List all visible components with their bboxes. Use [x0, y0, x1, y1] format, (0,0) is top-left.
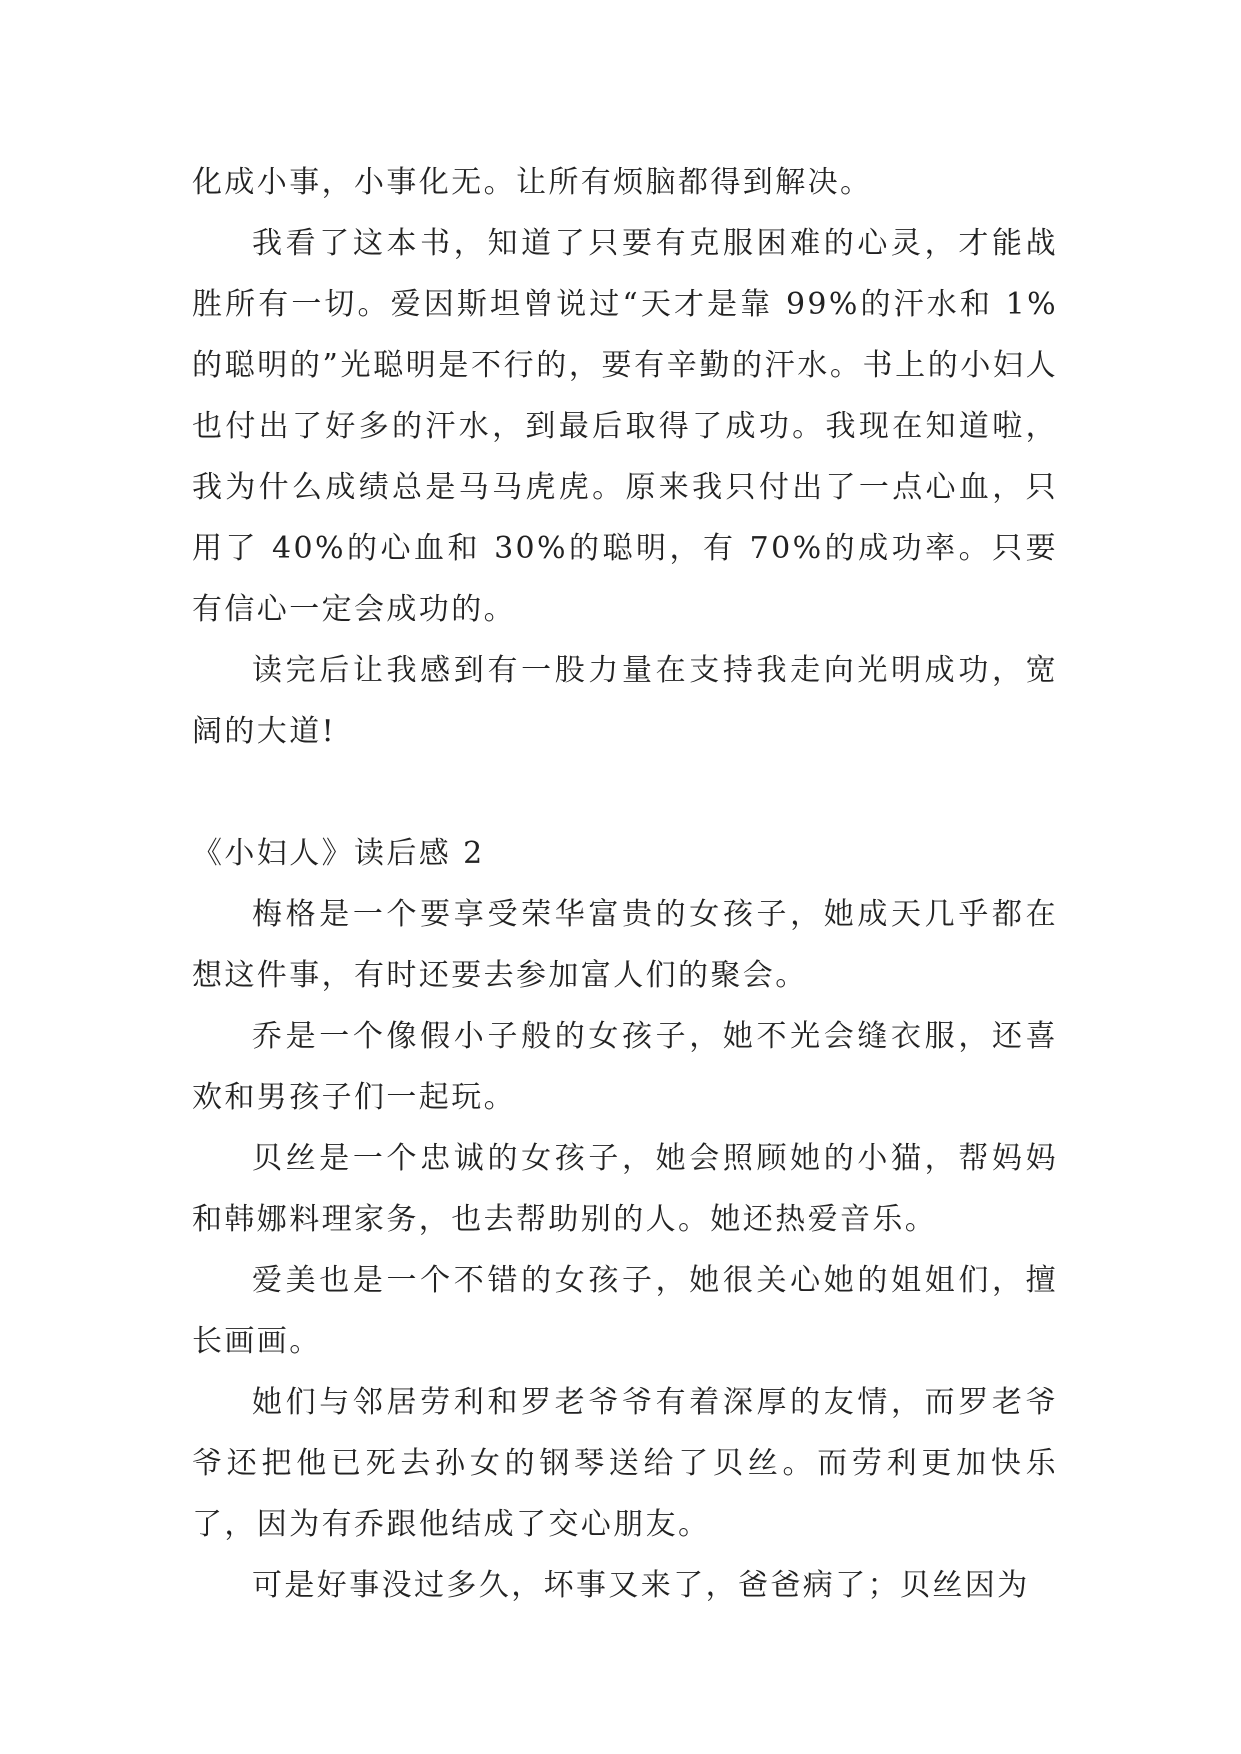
paragraph: 爱美也是一个不错的女孩子，她很关心她的姐姐们，擅长画画。	[192, 1263, 1058, 1359]
paragraph: 她们与邻居劳利和罗老爷爷有着深厚的友情，而罗老爷爷还把他已死去孙女的钢琴送给了贝丝。而劳利更加快乐了，因为有乔跟他结成了交心朋友。	[192, 1385, 1058, 1542]
section-title: 《小妇人》读后感 2	[192, 836, 485, 871]
paragraph: 乔是一个像假小子般的女孩子，她不光会缝衣服，还喜欢和男孩子们一起玩。	[192, 1019, 1058, 1115]
paragraph: 梅格是一个要享受荣华富贵的女孩子，她成天几乎都在想这件事，有时还要去参加富人们的聚会。	[192, 897, 1058, 993]
paragraph: 可是好事没过多久，坏事又来了，爸爸病了；贝丝因为	[252, 1568, 1030, 1603]
paragraph: 我看了这本书，知道了只要有克服困难的心灵，才能战胜所有一切。爱因斯坦曾说过“天才是靠 99%的汗水和 1%的聪明的”光聪明是不行的，要有辛勤的汗水。书上的小妇人也付出了好多的汗水，到最后取得了成功。我现在知道啦，我为什么成绩总是马马虎虎。原来我只付出了一点心血，只用了 40%的心血和 30%的聪明，有 70%的成功率。只要有信心一定会成功的。	[192, 226, 1058, 627]
section-spacer	[192, 762, 1058, 823]
paragraph: 贝丝是一个忠诚的女孩子，她会照顾她的小猫，帮妈妈和韩娜料理家务，也去帮助别的人。她还热爱音乐。	[192, 1141, 1058, 1237]
paragraph-continuation: 化成小事，小事化无。让所有烦脑都得到解决。	[192, 165, 873, 200]
document-body	[192, 152, 1058, 1616]
paragraph: 读完后让我感到有一股力量在支持我走向光明成功，宽阔的大道!	[192, 653, 1058, 749]
